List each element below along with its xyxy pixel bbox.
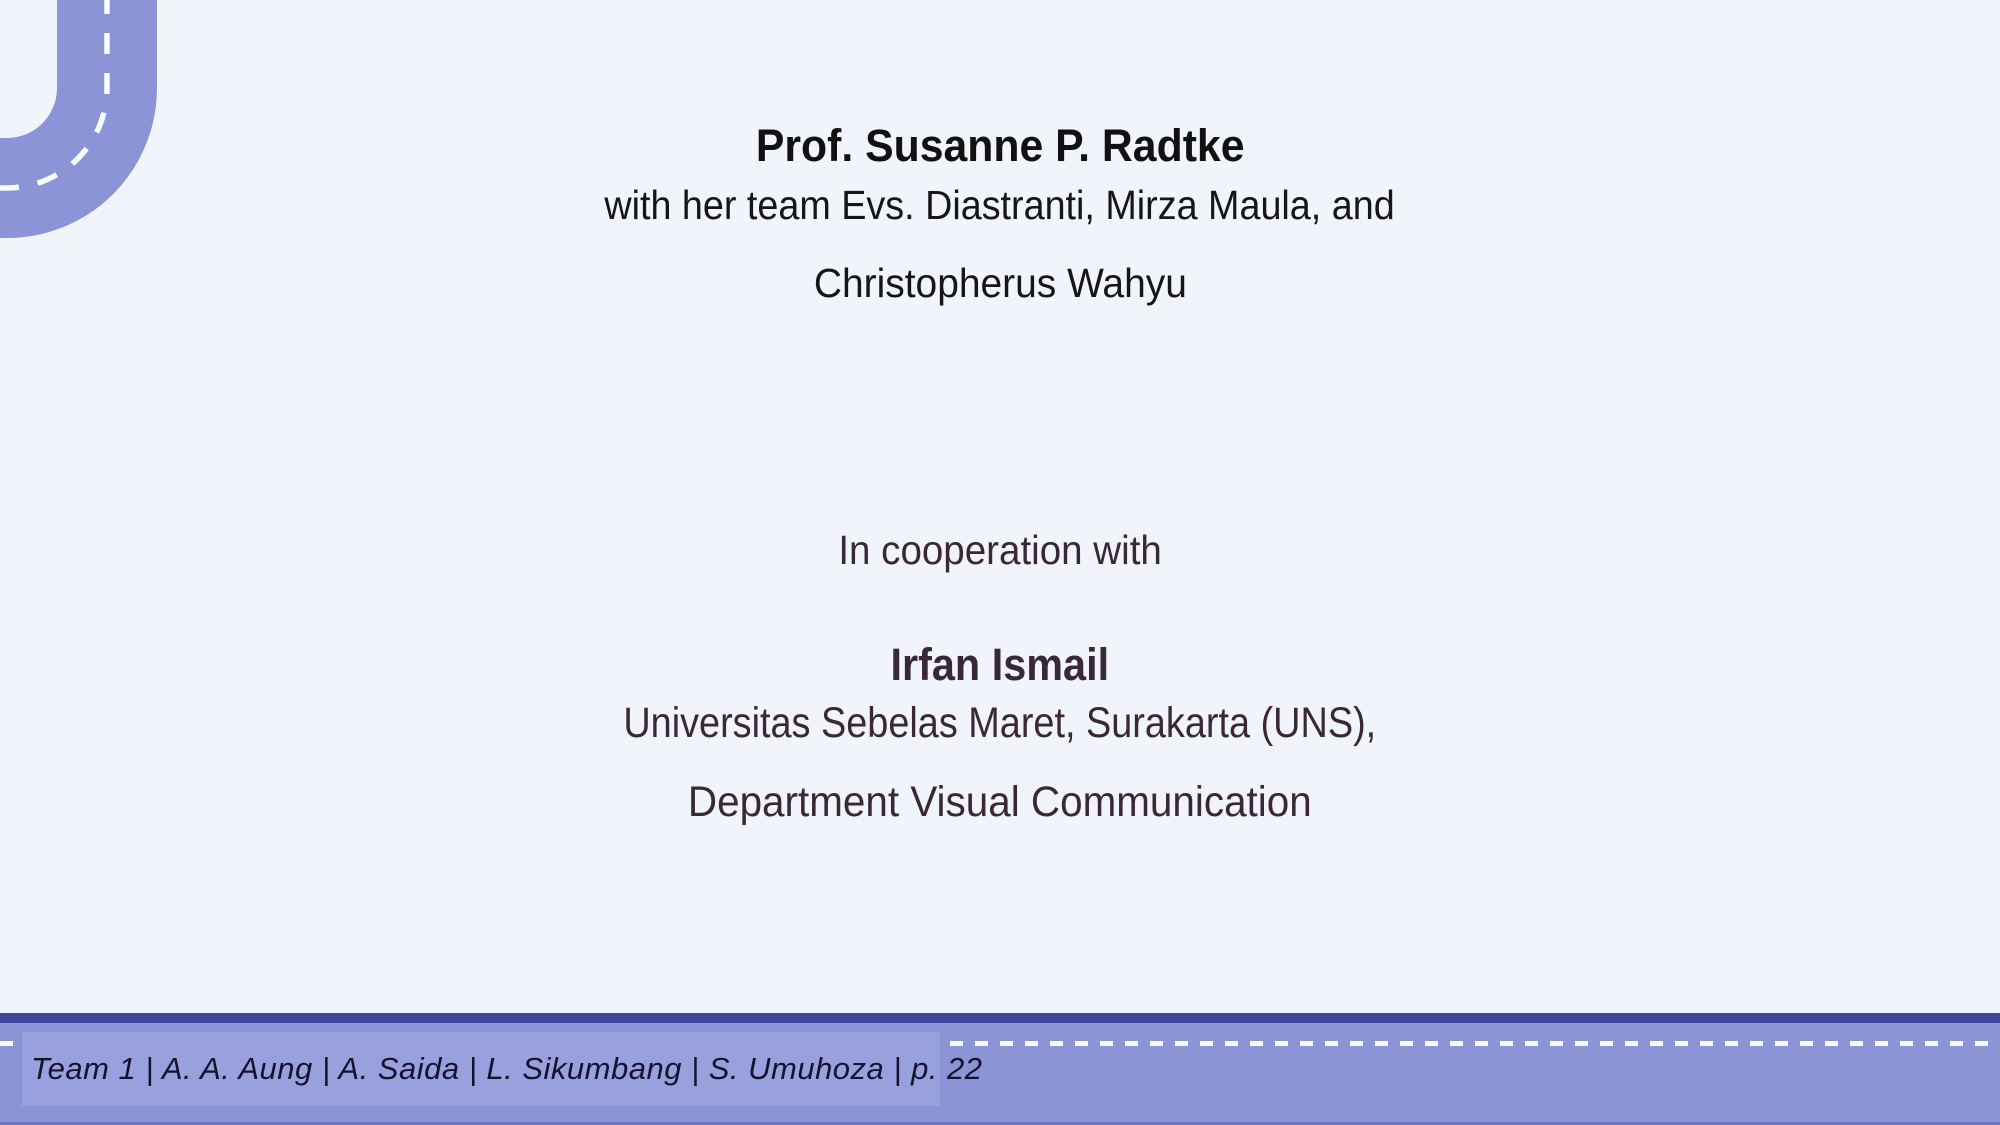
- footer-credits-box: [22, 1032, 983, 1106]
- cooperation-label-text: In cooperation with: [838, 527, 1162, 573]
- team-intro-line: [0, 182, 2000, 228]
- partner-name: [0, 639, 2000, 690]
- footer-bar: [0, 1023, 2000, 1125]
- footer-credits-text: Team 1 | A. A. Aung | A. Saida | L. Sikumbang | S. Umuhoza | p. 22: [31, 1051, 983, 1086]
- partner-name-text: Irfan Ismail: [890, 639, 1110, 690]
- professor-name-text: Prof. Susanne P. Radtke: [755, 120, 1245, 171]
- footer-top-stripe: [0, 1013, 2000, 1023]
- partner-affiliation-university-text: Universitas Sebelas Maret, Surakarta (UNS),: [623, 699, 1377, 747]
- partner-affiliation-department-text: Department Visual Communication: [688, 778, 1312, 826]
- team-intro-text: with her team Evs. Diastranti, Mirza Maula, and: [604, 182, 1396, 228]
- professor-name: [0, 120, 2000, 171]
- cooperation-label: [0, 527, 2000, 573]
- footer-road-bar: [0, 1013, 2000, 1125]
- partner-affiliation-university: [0, 699, 2000, 747]
- team-member-line: [0, 260, 2000, 306]
- partner-affiliation-department: [0, 778, 2000, 826]
- team-member-text: Christopherus Wahyu: [813, 260, 1187, 306]
